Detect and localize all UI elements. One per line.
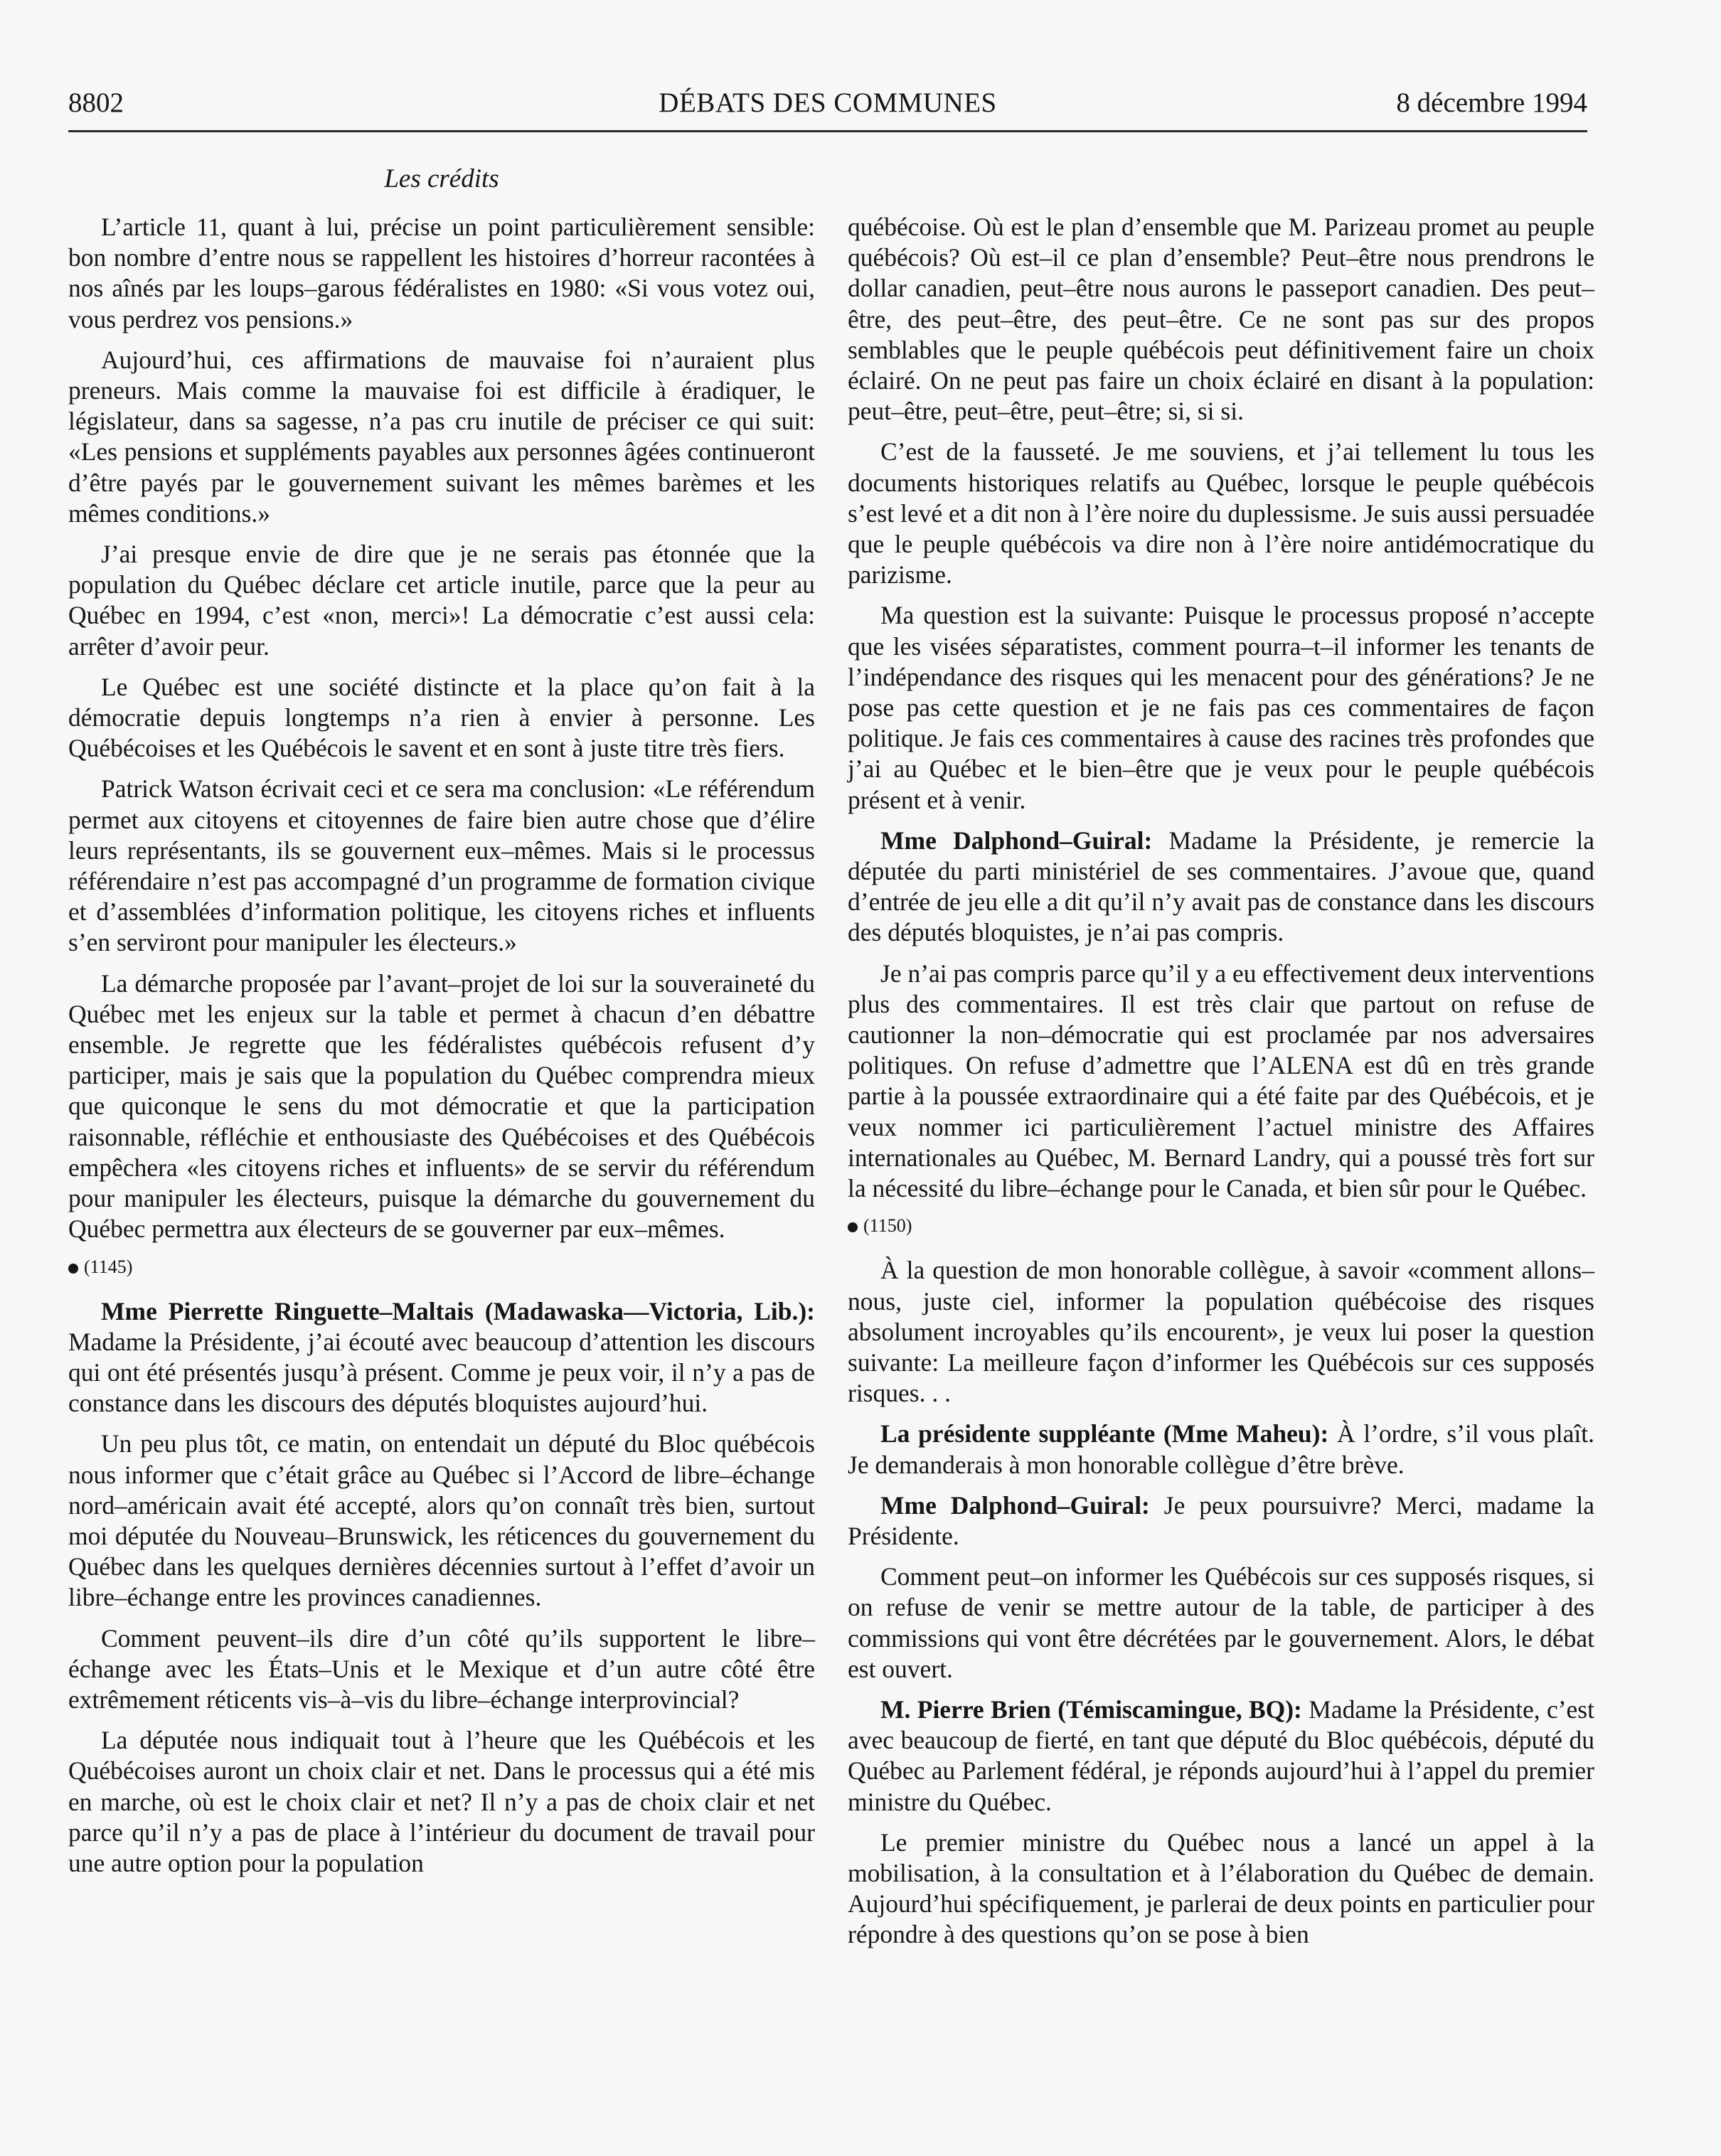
paragraph: Un peu plus tôt, ce matin, on entendait un député du Bloc québécois nous informer que c’était grâce au Québec si l’Accord de libre–échange nord–américain avait été accepté, alors qu’on connaît très bien, surtout moi députée du Nouveau–Brunswick, les réticences du gouvernement du Québec dans les quelques dernières décennies surtout à l’effet d’avoir un libre–échange entre les provinces canadiennes. (68, 1429, 815, 1612)
paragraph: Je n’ai pas compris parce qu’il y a eu effectivement deux interventions plus des commentaires. Il est très clair que partout on refuse de cautionner la non–démocratie qui est proclamée par nos adversaires politiques. On refuse d’admettre que l’ALENA est dû en très grande partie à la poussée extraordinaire qui a été faite par des Québécois, et je veux nommer ici particulièrement l’actuel ministre des Affaires internationales au Québec, M. Bernard Landry, qui a poussé très fort sur la nécessité du libre–échange pour le Canada, et bien sûr pour le Québec. (848, 959, 1594, 1203)
paragraph: Le Québec est une société distincte et la place qu’on fait à la démocratie depuis longtemps n’a rien à envier à personne. Les Québécoises et les Québécois le savent et en sont à juste titre très fiers. (68, 672, 815, 763)
speech-text: Madame la Présidente, je remercie la députée du parti ministériel de ses commentaires. J’avoue que, quand d’entrée de jeu elle a dit qu’il n’y avait pas de constance dans les discours des députés bloquistes, je n’ai pas compris. (848, 826, 1594, 947)
publication-date: 8 décembre 1994 (1396, 87, 1587, 118)
speaker-name: Mme Pierrette Ringuette–Maltais (Madawaska—Victoria, Lib.): (101, 1296, 815, 1325)
speaker-name: Mme Dalphond–Guiral: (880, 1490, 1150, 1520)
publication-title: DÉBATS DES COMMUNES (659, 87, 997, 118)
bullet-icon (68, 1264, 78, 1274)
speaker-name: Mme Dalphond–Guiral: (880, 826, 1153, 855)
paragraph: Comment peut–on informer les Québécois sur ces supposés risques, si on refuse de venir se mettre autour de la table, de participer à des commissions qui vont être décrétées par le gouvernement. Alors, le débat est ouvert. (848, 1562, 1594, 1683)
paragraph: J’ai presque envie de dire que je ne serais pas étonnée que la population du Québec déclare cet article inutile, parce que la peur au Québec en 1994, c’est «non, merci»! La démocratie c’est aussi cela: arrêter d’avoir peur. (68, 540, 815, 661)
speaker-name: La présidente suppléante (Mme Maheu): (880, 1419, 1329, 1448)
paragraph: La députée nous indiquait tout à l’heure que les Québécois et les Québécoises auront un choix clair et net. Dans le processus qui a été mis en marche, où est le choix clair et net? Il n’y a pas de choix clair et net parce qu’il n’y a pas de place à l’intérieur du document de travail pour une autre option pour la population (68, 1726, 815, 1877)
bullet-icon (848, 1222, 858, 1232)
paragraph: Le premier ministre du Québec nous a lancé un appel à la mobilisation, à la consultation et à l’élaboration du Québec de demain. Aujourd’hui spécifiquement, je parlerai de deux points en particulier pour répondre à des questions qu’on se pose à bien (848, 1827, 1594, 1949)
paragraph: Patrick Watson écrivait ceci et ce sera ma conclusion: «Le référendum permet aux citoyens et citoyennes de faire bien autre chose que d’élire leurs représentants, ils se gouvernent eux–mêmes. Mais si le processus référendaire n’est pas accompagné d’un programme de formation civique et d’assemblées d’information politique, les citoyens riches et influents s’en serviront pour manipuler les électeurs.» (68, 774, 815, 957)
speech-text: À l’ordre, s’il vous plaît. Je demanderais à mon honorable collègue d’être brève. (848, 1419, 1594, 1479)
paragraph: La démarche proposée par l’avant–projet de loi sur la souveraineté du Québec met les enjeux sur la table et permet à chacun d’en débattre ensemble. Je regrette que les fédéralistes québécois refusent d’y participer, mais je sais que la population du Québec comprendra mieux que quiconque le sens du mot démocratie et que la participation raisonnable, réfléchie et enthousiaste des Québécoises et des Québécois empêchera «les citoyens riches et influents» de se servir du référendum pour manipuler les électeurs, puisque la démarche du gouvernement du Québec permettra aux électeurs de se gouverner par eux–mêmes. (68, 968, 815, 1244)
paragraph: Aujourd’hui, ces affirmations de mauvaise foi n’auraient plus preneurs. Mais comme la mauvaise foi est difficile à éradiquer, le législateur, dans sa sagesse, n’a pas cru inutile de préciser ce qui suit: «Les pensions et suppléments payables aux personnes âgées continueront d’être payés par le gouvernement suivant les mêmes barèmes et les mêmes conditions.» (68, 345, 815, 528)
time-marker-label: (1145) (84, 1256, 133, 1277)
speech-paragraph (68, 1296, 815, 1419)
speech-text: Madame la Présidente, c’est avec beaucoup de fierté, en tant que député du Bloc québécois, député du Québec au Parlement fédéral, je réponds aujourd’hui à l’appel du premier ministre du Québec. (848, 1695, 1594, 1816)
time-marker-label: (1150) (863, 1215, 912, 1237)
left-column (68, 212, 815, 1889)
speech-paragraph (848, 1695, 1594, 1818)
header-rule (68, 130, 1587, 132)
page-header (68, 87, 1587, 129)
paragraph: À la question de mon honorable collègue, à savoir «comment allons–nous, juste ciel, informer la population québécoise des risques absolument incroyables qu’ils encourent», je veux lui poser la question suivante: La meilleure façon d’informer les Québécois sur ces supposés risques. . . (848, 1256, 1594, 1408)
right-column (848, 212, 1594, 1960)
time-marker (848, 1215, 1594, 1237)
paragraph: Ma question est la suivante: Puisque le processus proposé n’accepte que les visées séparatistes, comment pourra–t–il informer les tenants de l’indépendance des risques qui les menacent pour des générations? Je ne pose pas cette question et je ne fais pas ces commentaires de façon politique. Je fais ces commentaires à cause des racines très profondes que j’ai au Québec et le bien–être que je veux pour le peuple québécois présent et à venir. (848, 601, 1594, 814)
section-title: Les crédits (384, 164, 499, 193)
page-number: 8802 (68, 87, 124, 118)
speech-paragraph (848, 826, 1594, 949)
speaker-name: M. Pierre Brien (Témiscamingue, BQ): (880, 1695, 1302, 1724)
paragraph: C’est de la fausseté. Je me souviens, et j’ai tellement lu tous les documents historiques relatifs au Québec, lorsque le peuple québécois s’est levé et a dit non à l’ère noire du duplessisme. Je suis aussi persuadée que le peuple québécois va dire non à l’ère noire antidémocratique du parizisme. (848, 437, 1594, 589)
paragraph: québécoise. Où est le plan d’ensemble que M. Parizeau promet au peuple québécois? Où est–il ce plan d’ensemble? Peut–être nous prendrons le dollar canadien, peut–être nous aurons le passeport canadien. Des peut–être, des peut–être, des peut–être. Ce ne sont pas sur des propos semblables que le peuple québécois peut définitivement faire un choix éclairé. On ne peut pas faire un choix éclairé en disant à la population: peut–être, peut–être, peut–être; si, si si. (848, 213, 1594, 426)
paragraph: L’article 11, quant à lui, précise un point particulièrement sensible: bon nombre d’entre nous se rappellent les histoires d’horreur racontées à nos aînés par les loups–garous fédéralistes en 1980: «Si vous votez oui, vous perdrez vos pensions.» (68, 213, 815, 333)
time-marker (68, 1256, 815, 1278)
paragraph: Comment peuvent–ils dire d’un côté qu’ils supportent le libre–échange avec les États–Unis et le Mexique et d’un autre côté être extrêmement réticents vis–à–vis du libre–échange interprovincial? (68, 1623, 815, 1714)
speech-text: Je peux poursuivre? Merci, madame la Présidente. (848, 1490, 1594, 1550)
speech-text: Madame la Présidente, j’ai écouté avec beaucoup d’attention les discours qui ont été présentés jusqu’à présent. Comme je peux voir, il n’y a pas de constance dans les discours des députés bloquistes aujourd’hui. (68, 1327, 815, 1418)
speech-paragraph (848, 1419, 1594, 1480)
speech-paragraph (848, 1490, 1594, 1552)
